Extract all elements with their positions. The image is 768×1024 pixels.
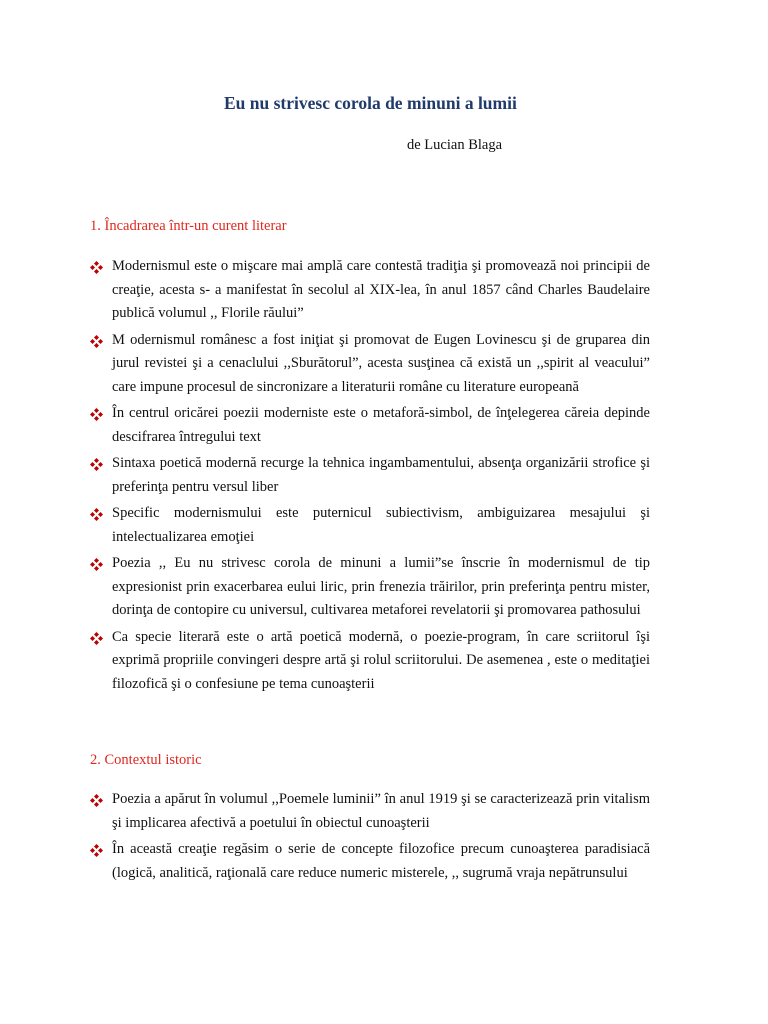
list-item [0,452,650,499]
list-item-text: Modernismul este o mişcare mai amplă care contestă tradiţia şi promovează noi principii de creaţie, acesta s- a manifestat în secolul al XIX-lea, în anul 1857 când Charles Baudelaire publică volumul ,, Florile răului” [112,258,650,321]
list-item-text: Poezia ,, Eu nu strivesc corola de minuni a lumii”se înscrie în modernismul de tip expresionist prin exacerbarea eului liric, prin frenezia trăirilor, prin preferinţa pentru mister, dorinţa de contopire cu universul, cultivarea metaforei revelatorii şi promovarea pathosului [112,555,650,618]
list-item-text: M odernismul românesc a fost iniţiat şi promovat de Eugen Lovinescu şi de gruparea din jurul revistei şi a cenaclului ,,Sburătorul”, acesta susţinea că există un ,,spirit al veacului” care impune procesul de sincronizare a literaturii române cu literature europeană [112,331,650,395]
list-item [0,329,650,400]
list-item-text: Poezia a apărut în volumul ,,Poemele luminii” în anul 1919 şi se caracterizează prin vitalism şi implicarea afectivă a poetului în obiectul cunoaşterii [112,791,650,831]
list-item [0,552,650,623]
diamond-bullet-icon [90,408,103,421]
list-item [0,402,650,449]
section-2-list [0,788,768,885]
section-heading-1: 1. Încadrarea într-un curent literar [90,218,287,234]
list-item [0,255,650,326]
diamond-bullet-icon [90,844,103,857]
list-item-text: Sintaxa poetică modernă recurge la tehnica ingambamentului, absenţa organizării strofice şi preferinţa pentru versul liber [112,455,650,495]
list-item [0,788,650,835]
diamond-bullet-icon [90,558,103,571]
diamond-bullet-icon [90,335,103,348]
document-title: Eu nu strivesc corola de minuni a lumii [224,93,517,113]
list-item-text: Ca specie literară este o artă poetică modernă, o poezie-program, în care scriitorul îşi exprimă propriile convingeri despre artă şi rolul scriitorului. De asemenea , este o meditaţiei filozofică şi o confesiune pe tema cunoaşterii [112,628,650,692]
list-item [0,502,650,549]
diamond-bullet-icon [90,261,103,274]
diamond-bullet-icon [90,508,103,521]
list-item-text: În centrul oricărei poezii moderniste este o metaforă-simbol, de înţelegerea căreia depinde descifrarea întregului text [112,405,650,445]
list-item [0,838,650,885]
diamond-bullet-icon [90,794,103,807]
document-author: de Lucian Blaga [407,137,503,153]
section-1-list [0,255,768,696]
diamond-bullet-icon [90,632,103,645]
diamond-bullet-icon [90,458,103,471]
list-item-text: Specific modernismului este puternicul subiectivism, ambiguizarea mesajului şi intelectualizarea emoţiei [112,505,650,545]
section-heading-2: 2. Contextul istoric [90,752,202,768]
list-item [0,626,650,697]
list-item-text: În această creaţie regăsim o serie de concepte filozofice precum cunoaşterea paradisiacă (logică, analitică, raţională care reduce numeric misterele, ,, sugrumă vraja nepătrunsului [112,841,650,881]
